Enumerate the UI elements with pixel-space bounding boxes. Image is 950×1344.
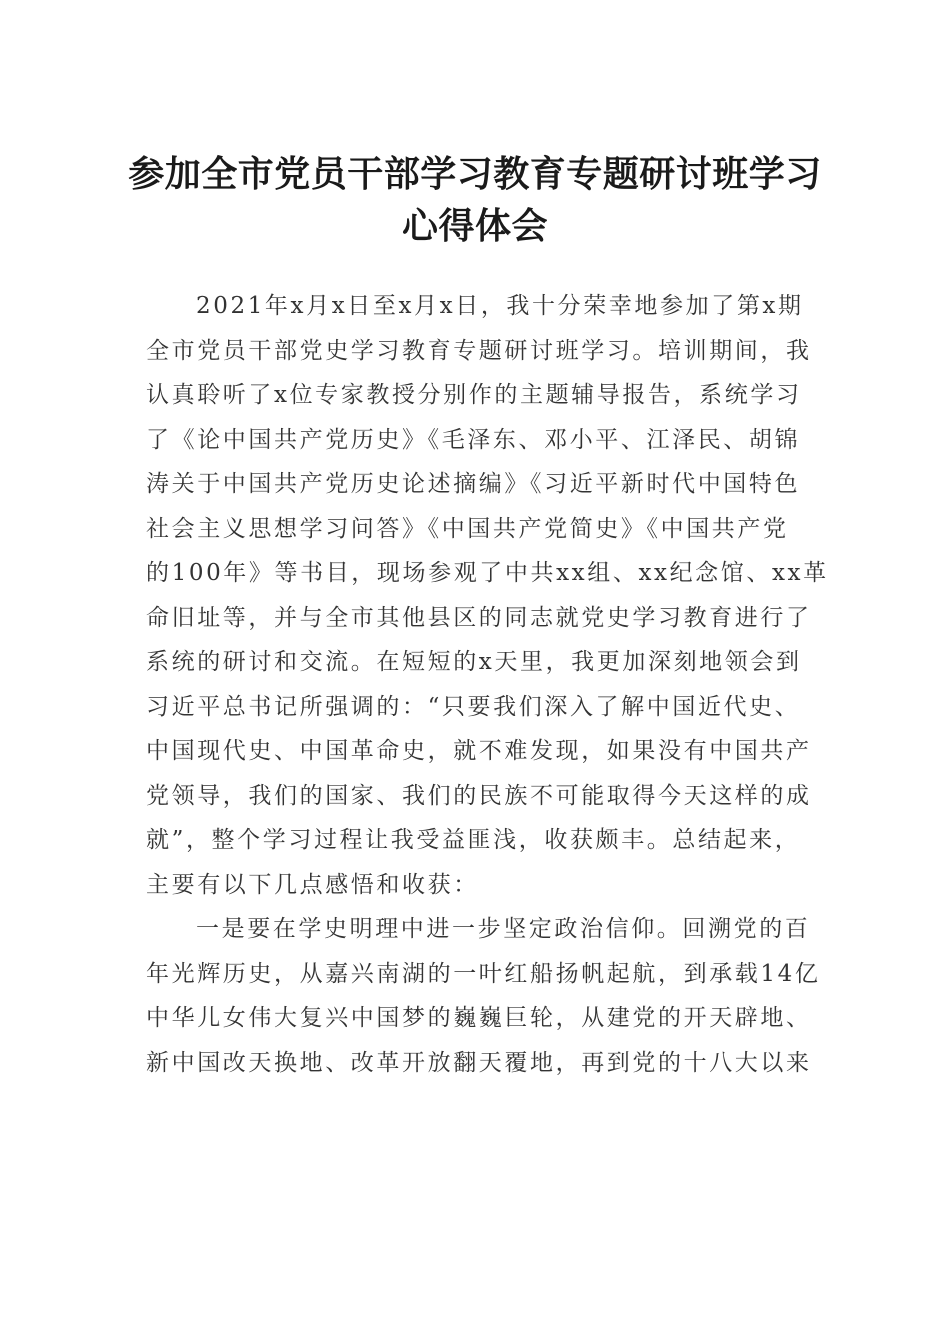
body-line: 就”，整个学习过程让我受益匪浅，收获颇丰。总结起来， xyxy=(146,827,801,853)
body-line: 党领导，我们的国家、我们的民族不可能取得今天这样的成 xyxy=(146,782,812,809)
body-line: 年光辉历史，从嘉兴南湖的一叶红船扬帆起航，到承载14亿 xyxy=(146,960,821,987)
body-line: 主要有以下几点感悟和收获： xyxy=(146,871,479,898)
document-title xyxy=(120,148,830,252)
body-line: 新中国改天换地、改革开放翻天覆地，再到党的十八大以来 xyxy=(146,1049,812,1076)
body-line: 全市党员干部党史学习教育专题研讨班学习。培训期间，我 xyxy=(146,337,812,364)
body-line: 社会主义思想学习问答》《中国共产党简史》《中国共产党 xyxy=(146,515,789,542)
body-line: 2021年x月x日至x月x日，我十分荣幸地参加了第x期 xyxy=(196,293,804,319)
title-line-1: 参加全市党员干部学习教育专题研讨班学习 xyxy=(128,153,822,195)
body-line: 中国现代史、中国革命史，就不难发现，如果没有中国共产 xyxy=(146,738,812,764)
body-line: 的100年》等书目，现场参观了中共xx组、xx纪念馆、xx革 xyxy=(146,560,829,586)
body-line: 命旧址等，并与全市其他县区的同志就党史学习教育进行了 xyxy=(146,604,812,631)
body-line: 认真聆听了x位专家教授分别作的主题辅导报告，系统学习 xyxy=(146,382,802,408)
body-line: 涛关于中国共产党历史论述摘编》《习近平新时代中国特色 xyxy=(146,471,801,497)
body-line: 习近平总书记所强调的：“只要我们深入了解中国近代史、 xyxy=(146,693,801,720)
body-line: 系统的研讨和交流。在短短的x天里，我更加深刻地领会到 xyxy=(146,649,802,675)
body-line: 了《论中国共产党历史》《毛泽东、邓小平、江泽民、胡锦 xyxy=(146,426,801,453)
body-line: 中华儿女伟大复兴中国梦的巍巍巨轮，从建党的开天辟地、 xyxy=(146,1005,812,1031)
document-body xyxy=(146,284,829,1085)
title-line-2: 心得体会 xyxy=(401,205,548,247)
body-line: 一是要在学史明理中进一步坚定政治信仰。回溯党的百 xyxy=(196,916,811,942)
